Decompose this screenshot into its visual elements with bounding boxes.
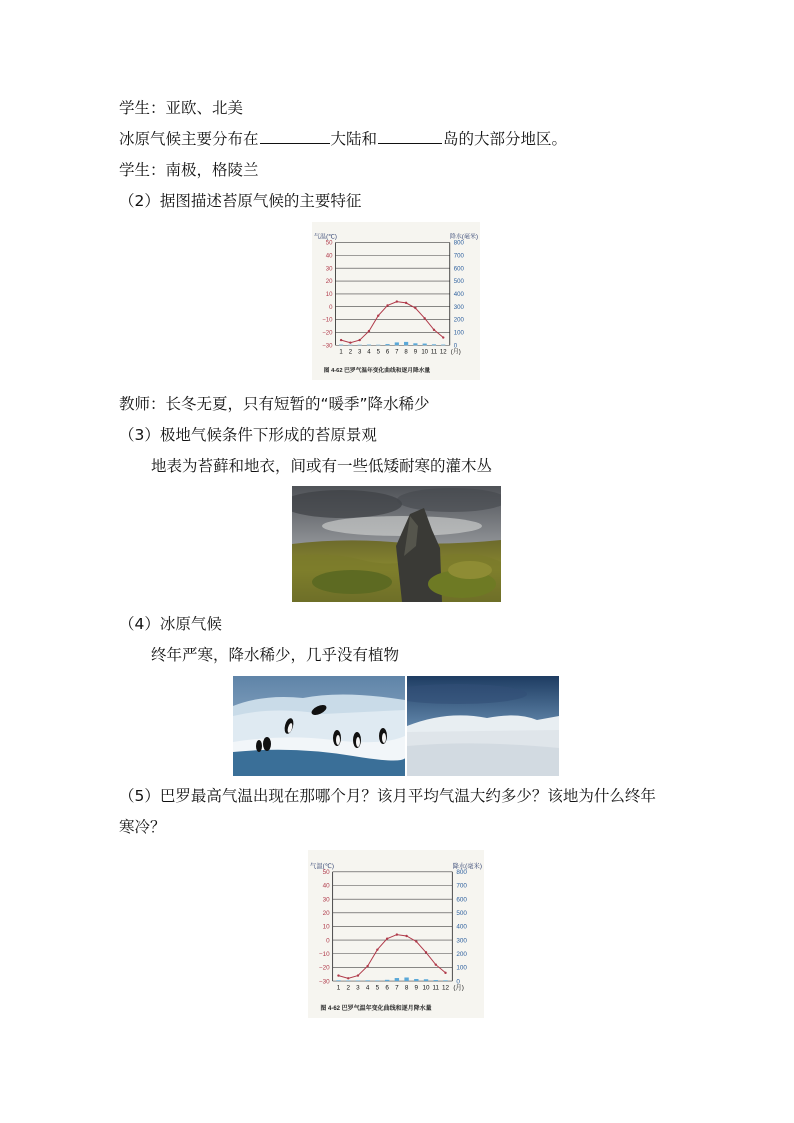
temperature-point — [442, 336, 444, 338]
precipitation-bar — [356, 980, 360, 981]
precipitation-bar — [367, 345, 371, 346]
temperature-point — [444, 972, 446, 974]
right-tick-label: 300 — [456, 937, 467, 945]
precipitation-bar — [339, 345, 343, 346]
penguins-on-ice-image — [233, 676, 405, 776]
precipitation-bar — [376, 345, 380, 346]
right-tick-label: 800 — [456, 869, 467, 877]
left-tick-label: 40 — [322, 882, 330, 890]
tundra-landscape-photo — [292, 486, 501, 602]
climate-chart-2 — [308, 850, 484, 1018]
temperature-point — [377, 315, 379, 317]
precipitation-bar — [336, 980, 340, 981]
temperature-point — [349, 341, 351, 343]
right-tick-label: 0 — [456, 978, 460, 986]
month-tick-label: 12 — [439, 349, 447, 356]
right-tick-label: 700 — [453, 253, 464, 260]
tundra-landscape-image — [292, 486, 501, 602]
precipitation-bar — [404, 977, 408, 981]
right-tick-label: 200 — [453, 317, 464, 324]
month-tick-label: 5 — [376, 349, 380, 356]
temperature-point — [414, 307, 416, 309]
question-5-line2: 寒冷？ — [119, 818, 166, 836]
month-tick-label: 6 — [385, 349, 390, 356]
temperature-point — [386, 304, 388, 306]
precipitation-bar — [434, 980, 438, 981]
precipitation-bar — [414, 979, 418, 981]
temperature-point — [340, 339, 342, 341]
month-tick-label: 6 — [385, 984, 389, 992]
month-tick-label: 9 — [414, 984, 419, 992]
right-tick-label: 400 — [456, 923, 467, 931]
left-axis-title: 气温(℃) — [314, 234, 337, 241]
temperature-point — [366, 965, 368, 967]
question-text-part3: 岛的大部分地区。 — [443, 130, 568, 148]
month-tick-label: 1 — [336, 984, 341, 992]
temperature-point — [358, 339, 360, 341]
precipitation-bar — [365, 980, 369, 981]
precipitation-bar — [413, 343, 417, 345]
right-tick-label: 500 — [453, 279, 464, 286]
month-tick-label: 7 — [395, 349, 399, 356]
month-tick-label: 2 — [346, 984, 350, 992]
left-tick-label: −10 — [322, 317, 333, 324]
left-tick-label: 20 — [325, 279, 333, 286]
left-axis-title: 气温(℃) — [310, 862, 334, 870]
precipitation-bar — [404, 342, 408, 345]
answer-blank-2[interactable] — [378, 129, 442, 144]
tundra-description: 地表为苔藓和地衣，间或有一些低矮耐寒的灌木丛 — [151, 457, 493, 475]
precipitation-bar — [375, 980, 379, 981]
temperature-point — [357, 974, 359, 976]
left-tick-label: −10 — [318, 950, 330, 958]
student-answer-2: 学生：南极，格陵兰 — [119, 161, 259, 179]
month-tick-label: 5 — [375, 984, 380, 992]
left-tick-label: 10 — [325, 292, 333, 299]
ice-field-photo — [407, 676, 559, 776]
right-axis-title: 降水(毫米) — [449, 234, 478, 241]
month-tick-label: 9 — [413, 349, 418, 356]
left-tick-label: 0 — [329, 304, 333, 311]
temperature-point — [423, 317, 425, 319]
left-tick-label: 50 — [322, 869, 330, 877]
precipitation-bar — [358, 345, 362, 346]
month-tick-label: 4 — [365, 984, 370, 992]
left-tick-label: 0 — [326, 937, 330, 945]
month-unit-label: (月) — [450, 349, 461, 356]
temperature-point — [425, 951, 427, 953]
precipitation-bar — [424, 979, 428, 981]
right-tick-label: 700 — [456, 882, 467, 890]
month-tick-label: 8 — [404, 349, 408, 356]
right-axis-title: 降水(毫米) — [452, 862, 482, 870]
right-tick-label: 200 — [456, 950, 467, 958]
temperature-point — [435, 963, 437, 965]
precipitation-bar — [348, 345, 352, 346]
precipitation-bar — [441, 345, 445, 346]
question-5-line1: （5）巴罗最高气温出现在那哪个月？该月平均气温大约多少？该地为什么终年 — [119, 787, 656, 805]
precipitation-bar — [443, 980, 447, 981]
section-4-heading: （4）冰原气候 — [119, 615, 222, 633]
month-tick-label: 10 — [421, 349, 429, 356]
month-tick-label: 3 — [357, 349, 362, 356]
student-answer-1: 学生：亚欧、北美 — [119, 99, 244, 117]
temperature-point — [433, 329, 435, 331]
precipitation-bar — [346, 980, 350, 981]
month-tick-label: 10 — [422, 984, 430, 992]
right-tick-label: 600 — [453, 266, 464, 273]
precipitation-bar — [385, 344, 389, 345]
penguin-photo — [233, 676, 405, 776]
left-tick-label: −20 — [318, 964, 330, 972]
left-tick-label: 10 — [322, 923, 330, 931]
month-tick-label: 7 — [395, 984, 399, 992]
left-tick-label: 30 — [322, 896, 330, 904]
climate-chart-2-svg — [308, 850, 484, 1018]
right-tick-label: 0 — [453, 343, 458, 350]
precipitation-bar — [423, 344, 427, 346]
right-tick-label: 500 — [456, 910, 467, 918]
precipitation-bar — [385, 980, 389, 981]
temperature-point — [368, 330, 370, 332]
month-tick-label: 12 — [441, 984, 450, 992]
climate-chart-1 — [312, 222, 480, 380]
left-tick-label: 50 — [325, 240, 333, 247]
left-tick-label: 40 — [325, 253, 333, 260]
right-tick-label: 300 — [453, 304, 464, 311]
left-tick-label: −30 — [318, 978, 330, 986]
temperature-line — [339, 935, 446, 979]
left-tick-label: 30 — [325, 266, 333, 273]
chart-caption: 图 4-62 巴罗气温年变化曲线和逐月降水量 — [323, 368, 431, 374]
temperature-point — [376, 948, 378, 950]
temperature-point — [405, 935, 407, 937]
temperature-point — [415, 940, 417, 942]
teacher-answer: 教师：长冬无夏，只有短暂的“暖季”降水稀少 — [119, 395, 430, 413]
question-text-part1: 冰原气候主要分布在 — [119, 130, 259, 148]
right-tick-label: 100 — [456, 964, 467, 972]
precipitation-bar — [395, 342, 399, 345]
section-3-heading: （3）极地气候条件下形成的苔原景观 — [119, 426, 377, 444]
left-tick-label: 20 — [322, 910, 330, 918]
temperature-line — [341, 302, 443, 343]
temperature-point — [405, 302, 407, 304]
right-tick-label: 400 — [453, 292, 464, 299]
temperature-point — [386, 938, 388, 940]
chart-caption: 图 4-62 巴罗气温年变化曲线和逐月降水量 — [320, 1006, 432, 1012]
ice-cap-description: 终年严寒，降水稀少，几乎没有植物 — [151, 646, 400, 664]
month-tick-label: 1 — [339, 349, 343, 356]
month-tick-label: 8 — [404, 984, 409, 992]
temperature-point — [347, 977, 349, 979]
question-text-part2: 大陆和 — [330, 130, 378, 148]
answer-blank-1[interactable] — [260, 129, 330, 144]
climate-chart-1-svg — [312, 222, 480, 380]
temperature-point — [396, 300, 398, 302]
precipitation-bar — [395, 978, 399, 981]
right-tick-label: 600 — [456, 896, 467, 904]
month-tick-label: 2 — [348, 349, 353, 356]
month-tick-label: 11 — [432, 984, 440, 992]
left-tick-label: −20 — [322, 330, 333, 337]
month-tick-label: 3 — [356, 984, 360, 992]
temperature-point — [337, 974, 339, 976]
precipitation-bar — [432, 344, 436, 345]
ice-field-image — [407, 676, 559, 776]
month-tick-label: 4 — [367, 349, 371, 356]
month-tick-label: 11 — [430, 349, 438, 356]
temperature-point — [396, 933, 398, 935]
question-ice-cap-distribution — [119, 129, 567, 149]
right-tick-label: 800 — [453, 240, 464, 247]
month-unit-label: (月) — [453, 984, 464, 992]
right-tick-label: 100 — [453, 330, 464, 337]
section-2-heading: （2）据图描述苔原气候的主要特征 — [119, 192, 362, 210]
left-tick-label: −30 — [322, 343, 333, 350]
